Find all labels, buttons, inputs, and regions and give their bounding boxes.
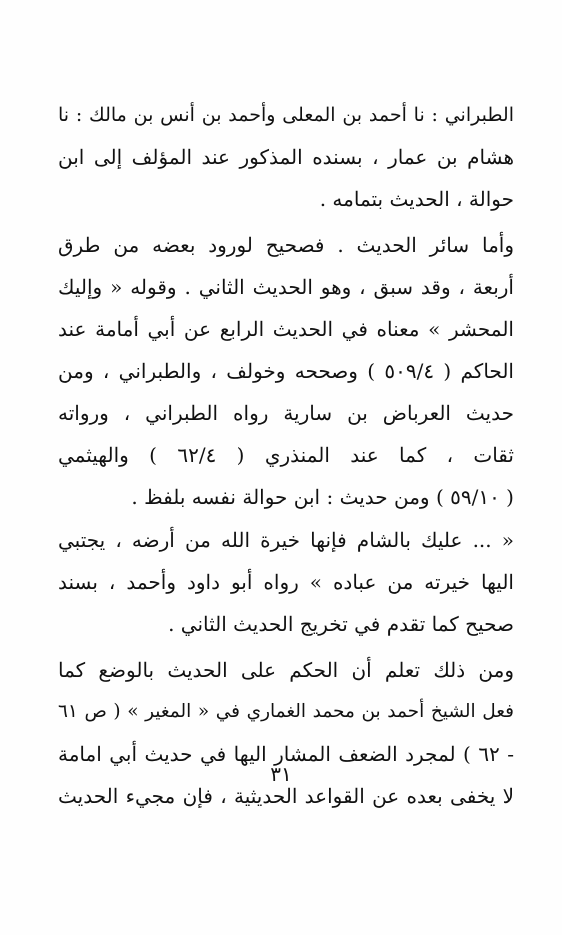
paragraph-remaining-hadith bbox=[58, 224, 514, 518]
paragraph-isnad bbox=[58, 94, 514, 220]
text-line: « ... عليك بالشام فإنها خيرة الله من أرضه ، يجتبي bbox=[58, 528, 514, 552]
paragraph-ruling bbox=[58, 649, 514, 817]
text-line: المحشر » معناه في الحديث الرابع عن أبي أمامة عند bbox=[58, 317, 514, 341]
text-line: صحيح كما تقدم في تخريج الحديث الثاني . bbox=[168, 612, 514, 636]
text-line: اليها خيرته من عباده » رواه أبو داود وأحمد ، بسند bbox=[58, 570, 514, 594]
page-number: ٣١ bbox=[270, 762, 292, 786]
text-line: الحاكم ( ٥٠٩/٤ ) وصححه وخولف ، والطبراني ، ومن bbox=[58, 359, 514, 383]
text-line: الطبراني : نا أحمد بن المعلى وأحمد بن أنس بن مالك : نا bbox=[58, 104, 514, 126]
text-line: وأما سائر الحديث . فصحيح لورود بعضه من طرق bbox=[58, 233, 514, 257]
text-line: فعل الشيخ أحمد بن محمد الغماري في « المغير » ( ص ٦١ bbox=[58, 701, 514, 722]
text-line: لا يخفى بعده عن القواعد الحديثية ، فإن مجيء الحديث bbox=[58, 784, 515, 808]
text-line: حديث العرباض بن سارية رواه الطبراني ، ورواته bbox=[58, 401, 514, 425]
paragraph-quote bbox=[58, 519, 514, 645]
text-line: ومن ذلك تعلم أن الحكم على الحديث بالوضع كما bbox=[58, 658, 514, 682]
text-line: ( ٥٩/١٠ ) ومن حديث : ابن حوالة نفسه بلفظ . bbox=[131, 485, 514, 509]
text-line: حوالة ، الحديث بتمامه . bbox=[319, 187, 514, 211]
text-line: هشام بن عمار ، بسنده المذكور عند المؤلف إلى ابن bbox=[58, 145, 514, 169]
text-line: - ٦٢ ) لمجرد الضعف المشار اليها في حديث أبي امامة bbox=[58, 742, 514, 766]
text-line: أربعة ، وقد سبق ، وهو الحديث الثاني . وقوله « وإليك bbox=[58, 275, 514, 299]
text-line: ثقات ، كما عند المنذري ( ٦٢/٤ ) والهيثمي bbox=[58, 443, 514, 467]
